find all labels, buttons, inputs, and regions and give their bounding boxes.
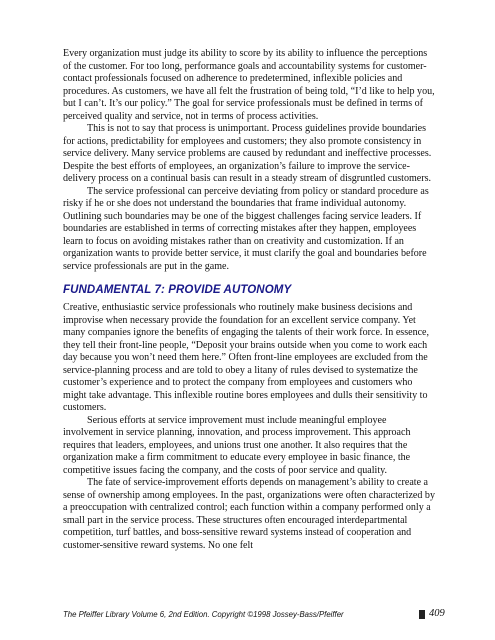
- paragraph-judge-ability: Every organization must judge its ability to score by its ability to influence the perceptions of the customer. For too long, performance goals and accountability systems for customer-contact professionals focused on adherence to predetermined, inflexible policies and procedures. As customers, we have all felt the frustration of being told, “I’d like to help you, but I can’t. It’s our policy.” The goal for service professionals must be defined in terms of perceived quality and service, not in terms of process activities.: [63, 48, 438, 122]
- page-footer: [63, 608, 445, 624]
- footer-square-icon: [419, 610, 425, 619]
- paragraph-fate-of-efforts: The fate of service-improvement efforts depends on management’s ability to create a sense of ownership among employees. In the past, organizations were often characterized by a preoccupation with centralized control; each function within a company performed only a small part in the service process. These structures often encouraged interdepartmental competition, turf battles, and boss-sensitive reward systems instead of cooperation and customer-sensitive reward systems. No one felt: [63, 477, 438, 551]
- paragraph-creative-professionals: Creative, enthusiastic service professionals who routinely make business decisions and improvise when necessary provide the foundation for an excellent service company. Yet many companies ignore the benefits of engaging the talents of their work force. In essence, they tell their front-line people, “Deposit your brains outside when you come to work each day because you won’t need them here.” Often front-line employees are excluded from the service-planning process and are told to obey a litany of rules devised to systematize the customer’s experience and to protect the company from employees and customers who might take advantage. This inflexible routine bores employees and dulls their sensitivity to customers.: [63, 302, 432, 413]
- page-number: 409: [429, 608, 445, 619]
- paragraph-deviating-policy: The service professional can perceive deviating from policy or standard procedure as risky if he or she does not understand the boundaries that frame individual autonomy. Outlining such boundaries may be one of the biggest challenges facing service leaders. If boundaries are established in terms of correcting mistakes after they happen, employees learn to focus on avoiding mistakes rather than on creativity and customization. If an organization wants to provide better service, it must clarify the goal and boundaries before service professionals are put in the game.: [63, 185, 432, 272]
- section-heading-fundamental-7: FUNDAMENTAL 7: PROVIDE AUTONOMY: [63, 284, 292, 296]
- page-body: [63, 48, 438, 552]
- paragraph-service-improvement: Serious efforts at service improvement must include meaningful employee involvement in service planning, innovation, and process improvement. This approach requires that leaders, employees, and unions trust one another. It also requires that the organization make a firm commitment to educate every employee in basic finance, the competitive issues facing the company, and the costs of poor service and quality.: [63, 414, 413, 476]
- footer-copyright: The Pfeiffer Library Volume 6, 2nd Edition. Copyright ©1998 Jossey-Bass/Pfeiffer: [63, 610, 344, 619]
- paragraph-process-importance: This is not to say that process is unimportant. Process guidelines provide boundaries for actions, predictability for employees and customers; they also promote consistency in service delivery. Many service problems are caused by redundant and ineffective processes. Despite the best efforts of employees, an organization’s failure to improve the service-delivery process on a continual basis can result in a steady stream of disgruntled customers.: [63, 123, 434, 184]
